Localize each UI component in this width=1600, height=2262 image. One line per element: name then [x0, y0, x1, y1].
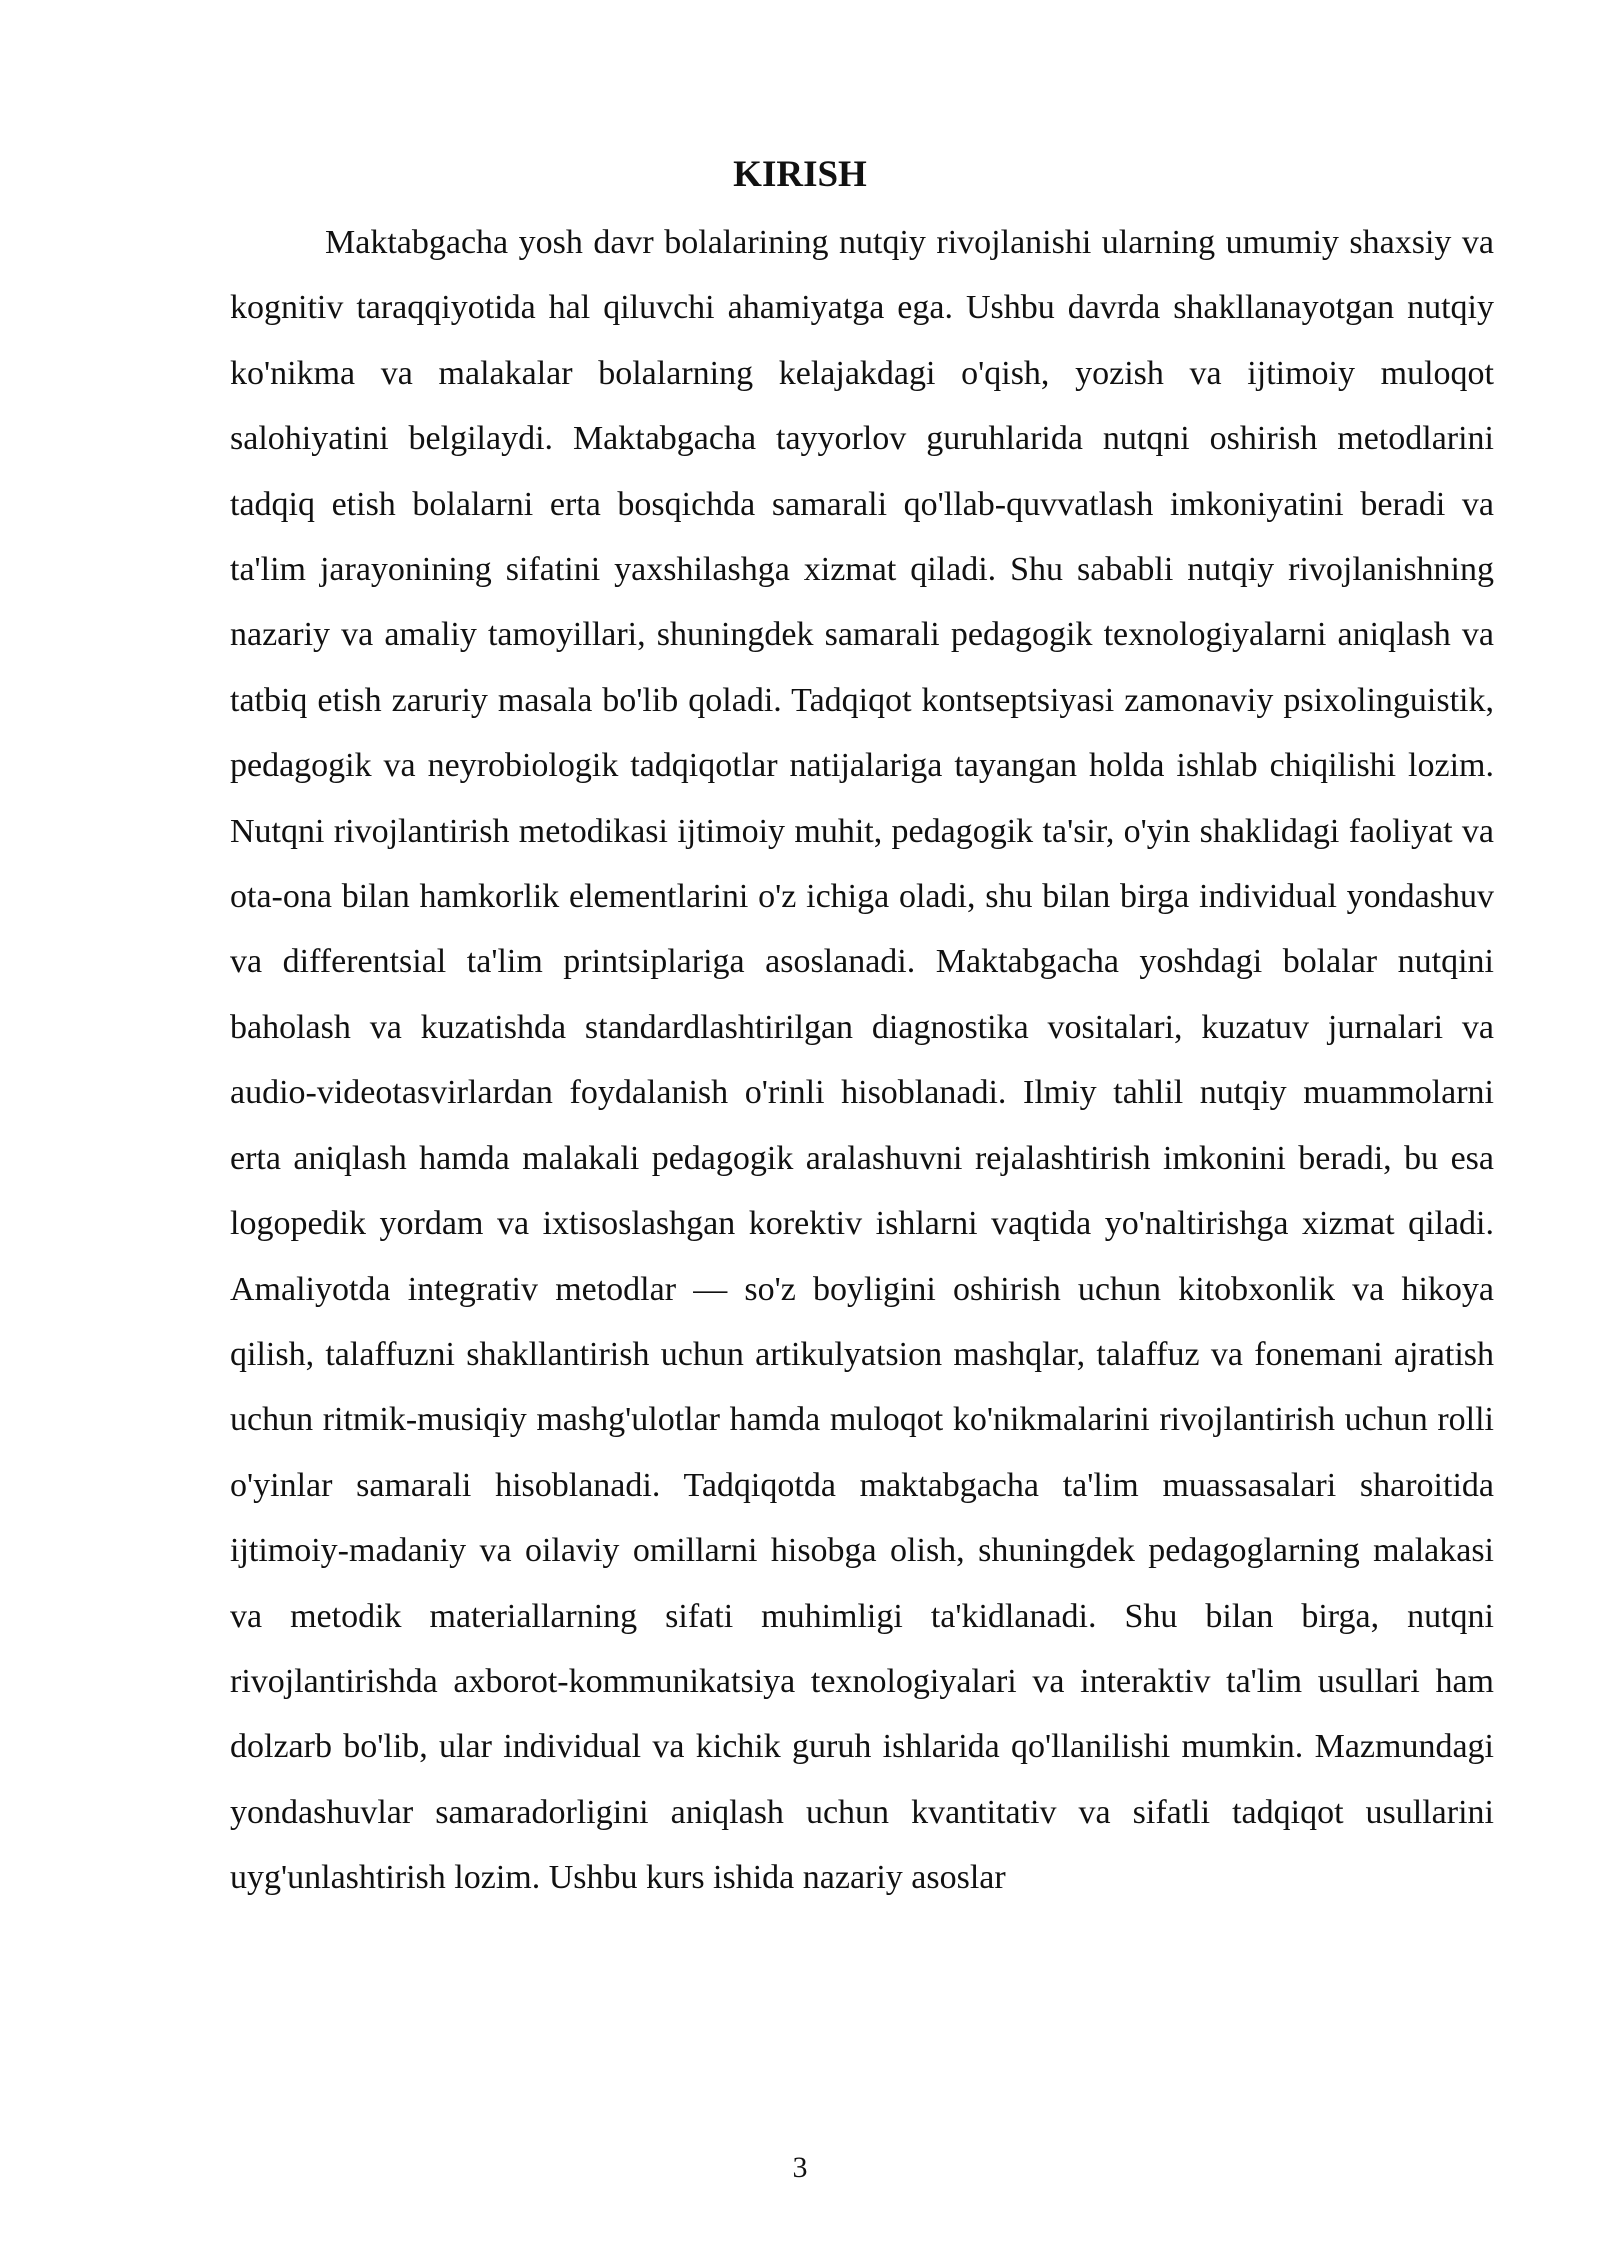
section-heading: KIRISH: [733, 154, 867, 195]
body-paragraph: Maktabgacha yosh davr bolalarining nutqiy rivojlanishi ularning umumiy shaxsiy va kognitiv taraqqiyotida hal qiluvchi ahamiyatga ega. Ushbu davrda shakllanayotgan nutqiy ko'nikma va malakalar bolalarning kelajakdagi o'qish, yozish va ijtimoiy muloqot salohiyatini belgilaydi. Maktabgacha tayyorlov guruhlarida nutqni oshirish metodlarini tadqiq etish bolalarni erta bosqichda samarali qo'llab-quvvatlash imkoniyatini beradi va ta'lim jarayonining sifatini yaxshilashga xizmat qiladi. Shu sababli nutqiy rivojlanishning nazariy va amaliy tamoyillari, shuningdek samarali pedagogik texnologiyalarni aniqlash va tatbiq etish zaruriy masala bo'lib qoladi. Tadqiqot kontseptsiyasi zamonaviy psixolinguistik, pedagogik va neyrobiologik tadqiqotlar natijalariga tayangan holda ishlab chiqilishi lozim. Nutqni rivojlantirish metodikasi ijtimoiy muhit, pedagogik ta'sir, o'yin shaklidagi faoliyat va ota-ona bilan hamkorlik elementlarini o'z ichiga oladi, shu bilan birga individual yondashuv va differentsial ta'lim printsiplariga asoslanadi. Maktabgacha yoshdagi bolalar nutqini baholash va kuzatishda standardlashtirilgan diagnostika vositalari, kuzatuv jurnalari va audio-videotasvirlardan foydalanish o'rinli hisoblanadi. Ilmiy tahlil nutqiy muammolarni erta aniqlash hamda malakali pedagogik aralashuvni rejalashtirish imkonini beradi, bu esa logopedik yordam va ixtisoslashgan korektiv ishlarni vaqtida yo'naltirishga xizmat qiladi. Amaliyotda integrativ metodlar — so'z boyligini oshirish uchun kitobxonlik va hikoya qilish, talaffuzni shakllantirish uchun artikulyatsion mashqlar, talaffuz va fonemani ajratish uchun ritmik-musiqiy mashg'ulotlar hamda muloqot ko'nikmalarini rivojlantirish uchun rolli o'yinlar samarali hisoblanadi. Tadqiqotda maktabgacha ta'lim muassasalari sharoitida ijtimoiy-madaniy va oilaviy omillarni hisobga olish, shuningdek pedagoglarning malakasi va metodik materiallarning sifati muhimligi ta'kidlanadi. Shu bilan birga, nutqni rivojlantirishda axborot-kommunikatsiya texnologiyalari va interaktiv ta'lim usullari ham dolzarb bo'lib, ular individual va kichik guruh ishlarida qo'llanilishi mumkin. Mazmundagi yondashuvlar samaradorligini aniqlash uchun kvantitativ va sifatli tadqiqot usullarini uyg'unlashtirish lozim. Ushbu kurs ishida nazariy asoslar: [230, 224, 1494, 1897]
page-number: 3: [792, 2151, 808, 2184]
